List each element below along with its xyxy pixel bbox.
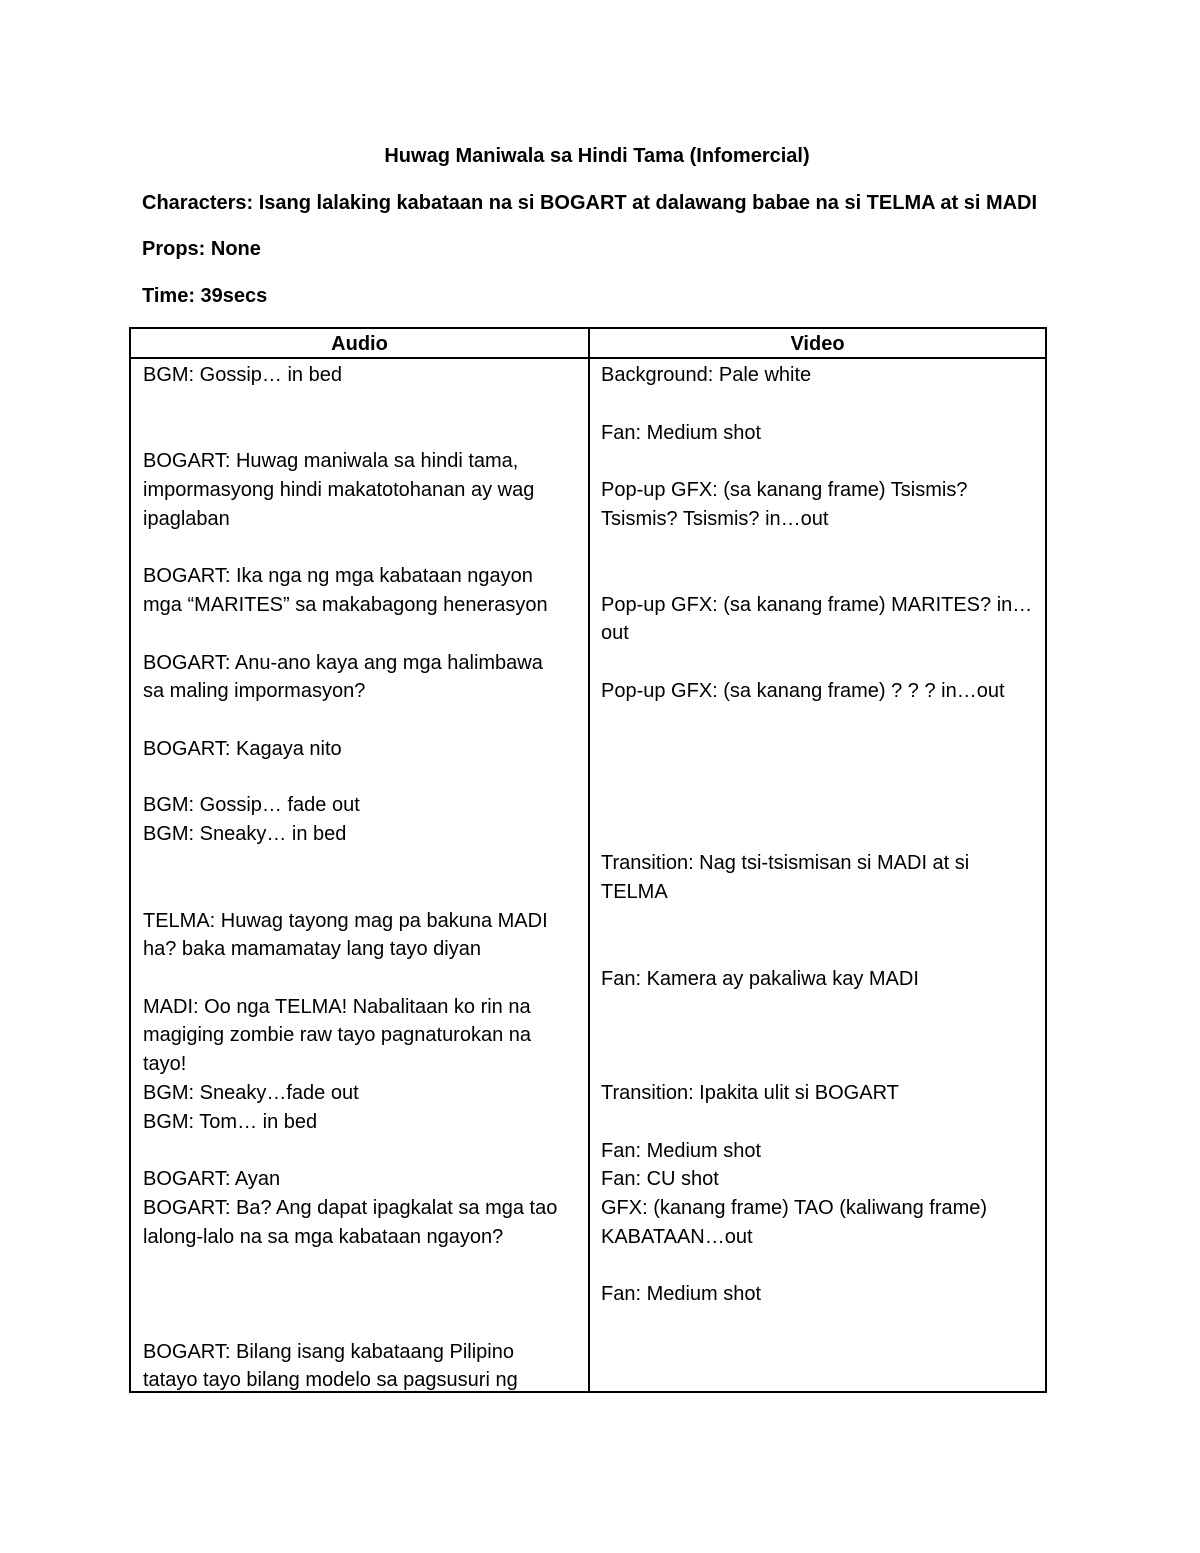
video-line: Fan: Medium shot (601, 422, 762, 444)
audio-line: ha? baka mamamatay lang tayo diyan (143, 938, 481, 960)
time-line: Time: 39secs (142, 285, 268, 307)
audio-line: BOGART: Ika nga ng mga kabataan ngayon (143, 565, 533, 587)
audio-line: lalong-lalo na sa mga kabataan ngayon? (143, 1226, 504, 1248)
video-line: Fan: Medium shot (601, 1283, 762, 1305)
audio-line: BOGART: Anu-ano kaya ang mga halimbawa (143, 652, 543, 674)
audio-line: BOGART: Ayan (143, 1168, 281, 1190)
audio-line: BGM: Tom… in bed (143, 1111, 318, 1133)
audio-line: MADI: Oo nga TELMA! Nabalitaan ko rin na (143, 996, 531, 1018)
audio-line: BGM: Gossip… fade out (143, 794, 360, 816)
audio-line: impormasyong hindi makatotohanan ay wag (143, 479, 535, 501)
audio-line: BOGART: Ba? Ang dapat ipagkalat sa mga tao (143, 1197, 558, 1219)
props-line: Props: None (142, 238, 261, 260)
video-line: TELMA (601, 881, 668, 903)
video-line: KABATAAN…out (601, 1226, 753, 1248)
audio-column-header: Audio (331, 333, 388, 355)
column-divider (588, 329, 590, 1391)
audio-line: BGM: Sneaky… in bed (143, 823, 347, 845)
document-title: Huwag Maniwala sa Hindi Tama (Infomercial) (384, 145, 810, 167)
video-line: out (601, 622, 629, 644)
audio-line: BGM: Gossip… in bed (143, 364, 342, 386)
audio-line: BOGART: Bilang isang kabataang Pilipino (143, 1341, 514, 1363)
video-line: Transition: Ipakita ulit si BOGART (601, 1082, 899, 1104)
header-divider (131, 357, 1045, 359)
video-line: Fan: Medium shot (601, 1140, 762, 1162)
characters-line: Characters: Isang lalaking kabataan na si BOGART at dalawang babae na si TELMA at si MADI (142, 192, 1038, 214)
video-line: Tsismis? Tsismis? in…out (601, 508, 829, 530)
audio-line: BOGART: Kagaya nito (143, 738, 342, 760)
audio-line: tatayo tayo bilang modelo sa pagsusuri ng (143, 1369, 518, 1391)
video-line: Fan: Kamera ay pakaliwa kay MADI (601, 968, 919, 990)
audio-line: TELMA: Huwag tayong mag pa bakuna MADI (143, 910, 548, 932)
video-line: Pop-up GFX: (sa kanang frame) Tsismis? (601, 479, 968, 501)
video-line: Pop-up GFX: (sa kanang frame) ? ? ? in…out (601, 680, 1005, 702)
script-table (129, 327, 1047, 1393)
video-column-header: Video (790, 333, 845, 355)
audio-line: sa maling impormasyon? (143, 680, 366, 702)
video-line: Pop-up GFX: (sa kanang frame) MARITES? in… (601, 594, 1033, 616)
audio-line: mga “MARITES” sa makabagong henerasyon (143, 594, 548, 616)
video-line: GFX: (kanang frame) TAO (kaliwang frame) (601, 1197, 988, 1219)
audio-line: ipaglaban (143, 508, 230, 530)
audio-line: BGM: Sneaky…fade out (143, 1082, 359, 1104)
video-line: Transition: Nag tsi-tsismisan si MADI at si (601, 852, 970, 874)
video-line: Background: Pale white (601, 364, 812, 386)
audio-line: tayo! (143, 1053, 187, 1075)
audio-line: magiging zombie raw tayo pagnaturokan na (143, 1024, 532, 1046)
audio-line: BOGART: Huwag maniwala sa hindi tama, (143, 450, 519, 472)
video-line: Fan: CU shot (601, 1168, 719, 1190)
